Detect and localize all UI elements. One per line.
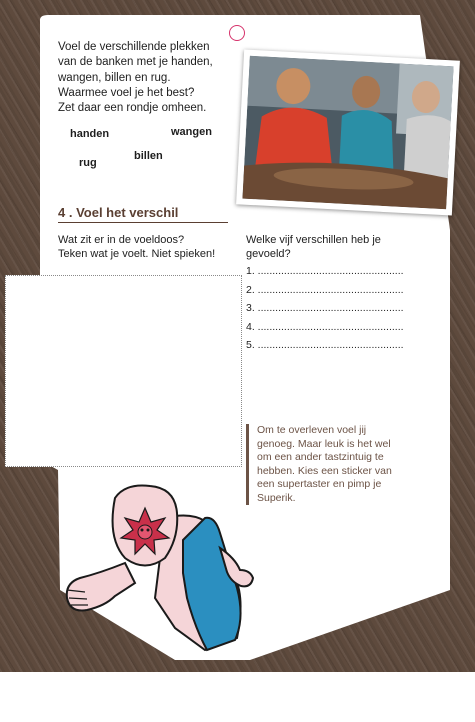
box-question-line: Teken wat je voelt. Niet spieken! bbox=[58, 248, 216, 260]
box-question bbox=[58, 233, 238, 261]
intro-line: Waarmee voel je het best? bbox=[58, 86, 195, 99]
intro-line: Zet daar een rondje omheen. bbox=[58, 102, 207, 115]
tip-line: Om te overleven voel jij bbox=[257, 424, 367, 436]
superik-character-illustration bbox=[55, 478, 270, 663]
intro-line: van de banken met je handen, bbox=[58, 56, 213, 69]
answer-line[interactable]: 5. .................................................. bbox=[246, 339, 404, 351]
differences-question bbox=[246, 233, 436, 261]
tip-line: genoeg. Maar leuk is het wel bbox=[257, 437, 391, 450]
tip-line: hebben. Kies een sticker van bbox=[257, 464, 392, 477]
children-photo bbox=[236, 49, 460, 215]
differences-question-line: Welke vijf verschillen heb je bbox=[246, 234, 381, 246]
answer-line[interactable]: 2. .................................................. bbox=[246, 283, 404, 296]
differences-question-line: gevoeld? bbox=[246, 248, 291, 260]
word-handen[interactable]: handen bbox=[70, 128, 110, 140]
intro-line: Voel de verschillende plekken bbox=[58, 41, 210, 53]
sticker-tip bbox=[246, 424, 427, 505]
word-rug[interactable]: rug bbox=[79, 157, 97, 169]
answer-line[interactable]: 1. .................................................. bbox=[246, 265, 404, 277]
box-question-line: Wat zit er in de voeldoos? bbox=[58, 234, 185, 246]
word-billen[interactable]: billen bbox=[134, 150, 163, 162]
section-title: 4 . Voel het verschil bbox=[58, 205, 228, 223]
answer-line[interactable]: 3. .................................................. bbox=[246, 302, 404, 314]
word-wangen[interactable]: wangen bbox=[171, 126, 212, 138]
punch-hole-marker bbox=[229, 25, 245, 41]
tip-line: om een ander tastzintuig te bbox=[257, 451, 384, 463]
tip-line: een supertaster en pimp je bbox=[257, 478, 382, 490]
answer-line[interactable]: 4. .................................................. bbox=[246, 320, 404, 333]
answer-list bbox=[246, 264, 416, 357]
tip-line: Superik. bbox=[257, 491, 296, 504]
photo-image bbox=[242, 56, 453, 209]
intro-text bbox=[58, 40, 248, 116]
intro-line: wangen, billen en rug. bbox=[58, 71, 171, 84]
drawing-box[interactable] bbox=[5, 275, 242, 467]
